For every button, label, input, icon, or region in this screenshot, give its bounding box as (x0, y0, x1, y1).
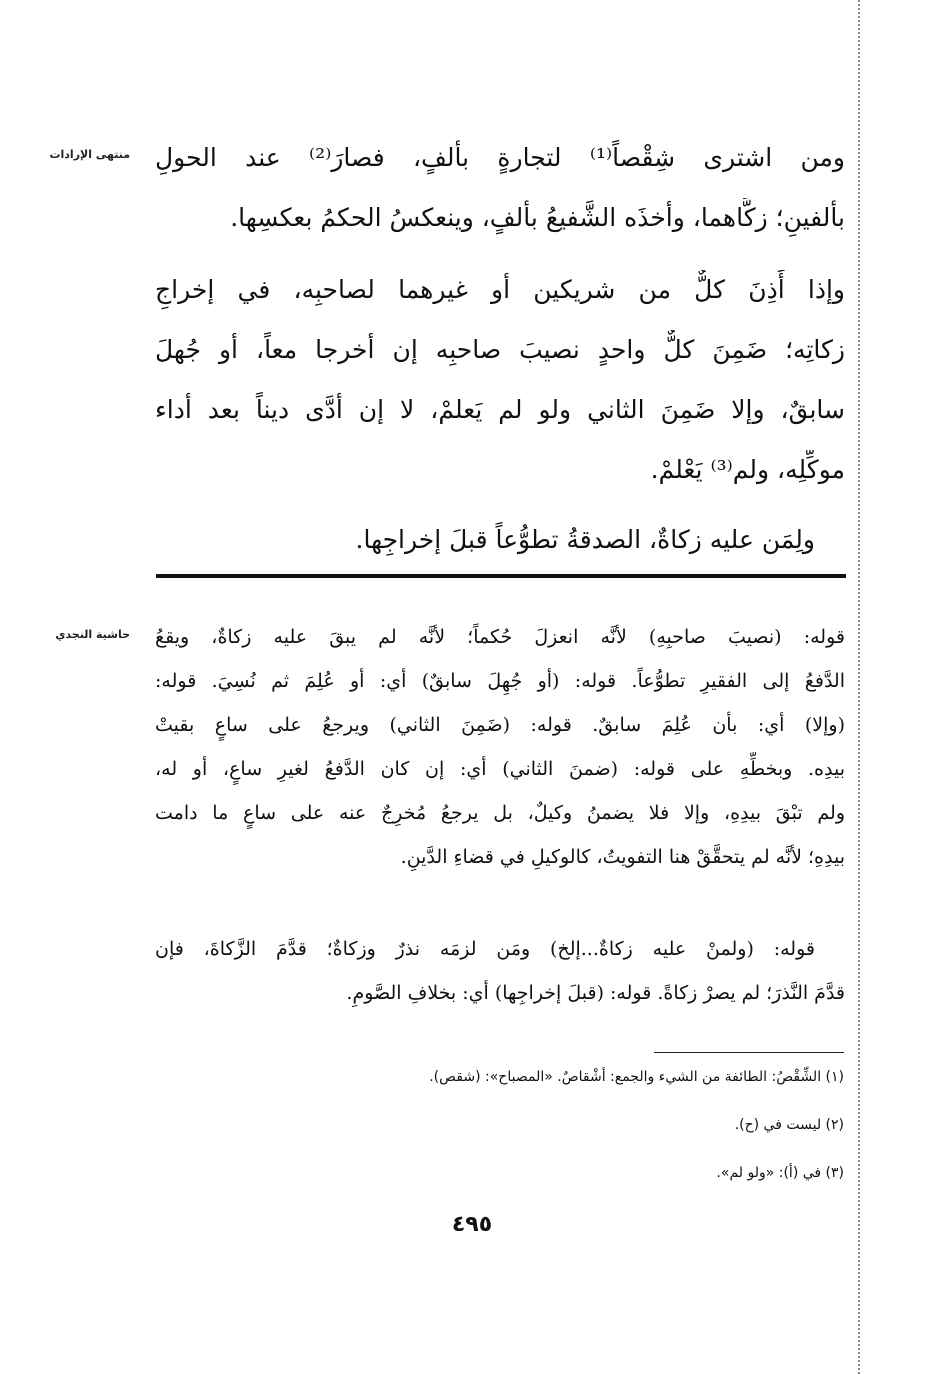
main-text-line: ولِمَن عليه زكاةٌ، الصدقةُ تطوُّعاً قبلَ إخراجِها. (355, 525, 815, 554)
commentary-line: قوله: (نصيبَ صاحبِهِ) لأنَّه انعزلَ حُكماً؛ لأنَّه لم يبقَ عليه زكاةٌ، ويقعُ (155, 626, 845, 648)
commentary-line: (وإلا) أي: بأن عُلِمَ سابقٌ. قوله: (ضَمِنَ الثاني) ويرجعُ على ساعٍ بقيتْ (155, 714, 845, 736)
margin-dotted-rule (858, 0, 860, 1374)
main-text-line: زكاتِه؛ ضَمِنَ كلٌّ واحدٍ نصيبَ صاحبِه إن أخرجا معاً، أو جُهلَ (155, 335, 845, 364)
commentary-line: قوله: (ولمنْ عليه زكاةٌ...إلخ) ومَن لزمَه نذرٌ وزكاةٌ؛ قدَّمَ الزَّكاةَ، فإن (155, 938, 815, 960)
footnote: (٢) ليست في (ح). (734, 1117, 844, 1133)
commentary-line: قدَّمَ النَّذرَ؛ لم يصرْ زكاةً. قوله: (قبلَ إخراجِها) أي: بخلافِ الصَّومِ. (346, 982, 845, 1004)
matn-side-label: منتهى الإرادات (49, 148, 130, 161)
commentary-line: بيدِهِ؛ لأنَّه لم يتحقَّقْ هنا التفويتُ، كالوكيلِ في قضاءِ الدَّينِ. (400, 846, 845, 868)
main-text-line: وإذا أَذِنَ كلٌّ من شريكين أو غيرهما لصاحبِه، في إخراجِ (155, 275, 845, 304)
main-text-line: بألفينِ؛ زكَّاهما، وأخذَه الشَّفيعُ بألفٍ، وينعكسُ الحكمُ بعكسِها. (230, 203, 845, 232)
main-text-line: موكِّلِه، ولم⁽³⁾ يَعْلمْ. (650, 455, 845, 484)
footnote-rule (654, 1052, 844, 1053)
hashiya-side-label: حاشية النجدي (55, 628, 130, 641)
main-text-line: سابقٌ، وإلا ضَمِنَ الثاني ولو لم يَعلمْ، لا إن أدَّى ديناً بعد أداء (155, 395, 845, 424)
footnote: (١) الشِّقْصُ: الطائفة من الشيء والجمع: أشْقاصٌ. «المصباح»: (شقص). (429, 1069, 844, 1085)
commentary-line: الدَّفعُ إلى الفقيرِ تطوُّعاً. قوله: (أو جُهِلَ سابقٌ) أي: أو عُلِمَ ثم نُسِيَ. قوله: (155, 670, 845, 692)
footnote: (٣) في (أ): «ولو لم». (716, 1165, 844, 1181)
main-text-line: ومن اشترى شِقْصاً⁽¹⁾ لتجارةٍ بألفٍ، فصارَ⁽²⁾ عند الحولِ (155, 143, 845, 172)
commentary-line: ولم تبْقَ بيدِهِ، وإلا فلا يضمنُ وكيلٌ، بل يرجعُ مُخرِجٌ عنه على ساعٍ ما دامت (155, 802, 845, 824)
section-divider (156, 574, 846, 578)
page-number: ٤٩٥ (451, 1212, 493, 1237)
commentary-line: بيدِه. وبخطِّهِ على قوله: (ضمنَ الثاني) أي: إن كان الدَّفعُ لغيرِ ساعٍ، أو له، (155, 758, 845, 780)
